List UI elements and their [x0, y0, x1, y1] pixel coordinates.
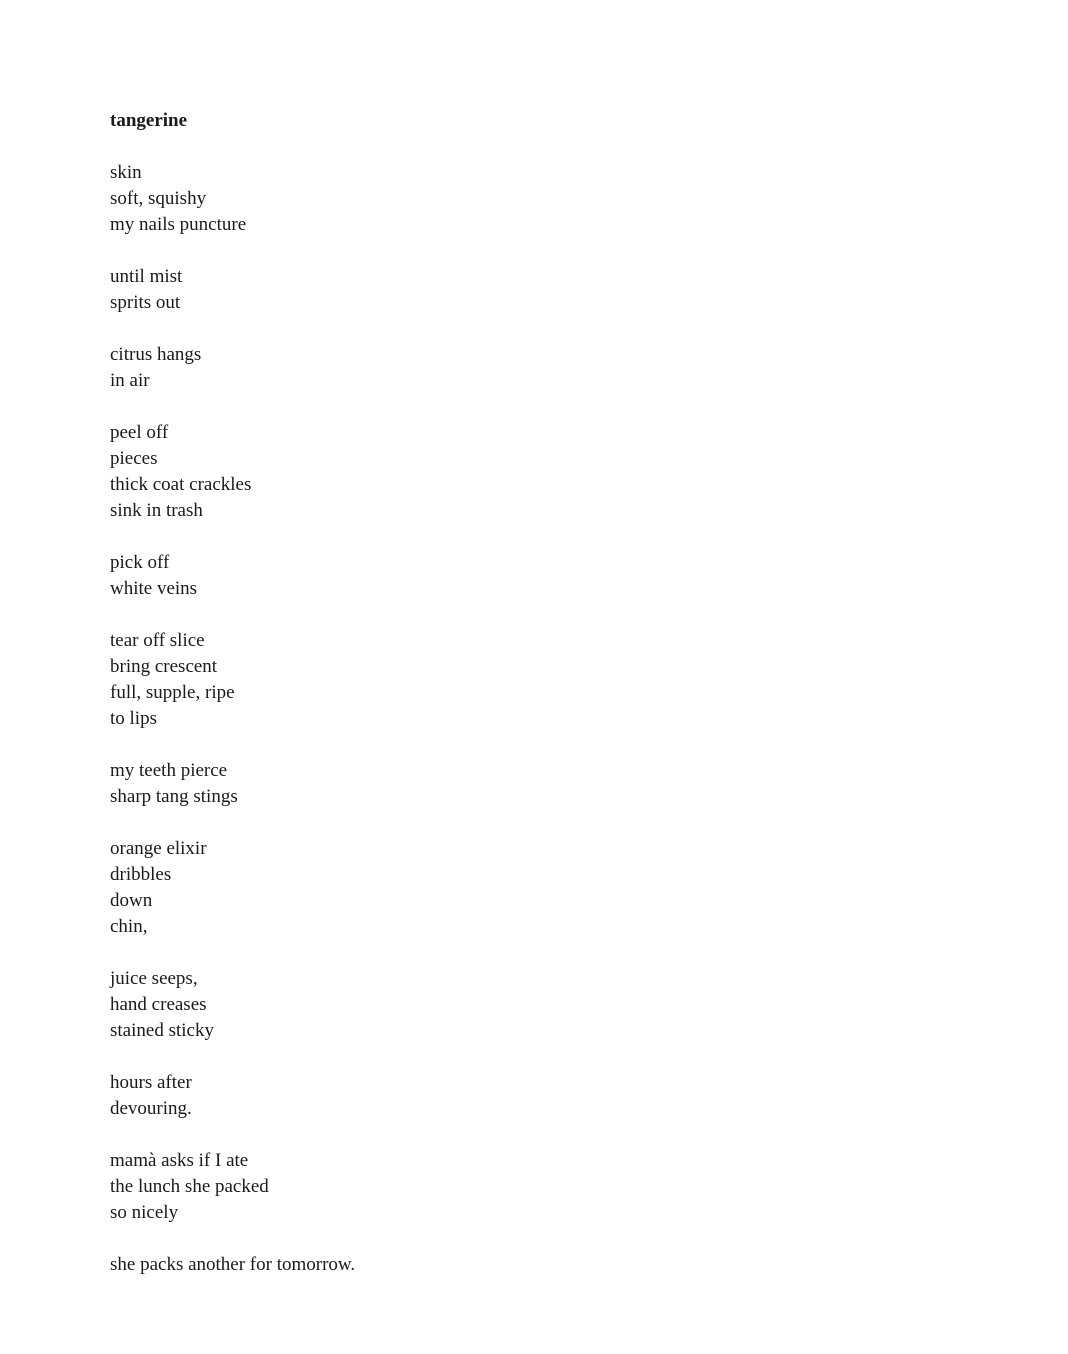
poem-line: stained sticky [110, 1020, 214, 1041]
poem-title: tangerine [110, 110, 188, 131]
poem-line: sink in trash [110, 500, 203, 521]
poem-line: down [110, 890, 153, 911]
poem-line: my nails puncture [110, 214, 247, 235]
poem-line: juice seeps, [110, 968, 198, 989]
poem-line: my teeth pierce [110, 760, 228, 781]
poem-line: until mist [110, 266, 183, 287]
poem-line: pick off [110, 552, 170, 573]
stanza [110, 550, 355, 602]
poem-line: skin [110, 162, 142, 183]
stanza [110, 758, 355, 810]
poem-line: hours after [110, 1072, 192, 1093]
poem-line: thick coat crackles [110, 474, 252, 495]
stanza [110, 160, 355, 238]
stanza [110, 836, 355, 940]
stanza [110, 628, 355, 732]
poem-line: pieces [110, 448, 158, 469]
poem-line: chin, [110, 916, 148, 937]
title-spacer [110, 134, 355, 160]
poem-line: hand creases [110, 994, 207, 1015]
poem-line: she packs another for tomorrow. [110, 1254, 356, 1275]
poem-line: to lips [110, 708, 157, 729]
poem-line: mamà asks if I ate [110, 1150, 249, 1171]
poem [110, 108, 355, 1278]
stanza [110, 1070, 355, 1122]
poem-line: in air [110, 370, 150, 391]
poem-line: bring crescent [110, 656, 218, 677]
stanza [110, 420, 355, 524]
poem-line: white veins [110, 578, 198, 599]
poem-line: the lunch she packed [110, 1176, 269, 1197]
poem-line: dribbles [110, 864, 172, 885]
stanza [110, 264, 355, 316]
poem-line: devouring. [110, 1098, 192, 1119]
poem-line: soft, squishy [110, 188, 207, 209]
poem-line: full, supple, ripe [110, 682, 235, 703]
poem-line: sprits out [110, 292, 181, 313]
poem-line: so nicely [110, 1202, 179, 1223]
poem-line: orange elixir [110, 838, 207, 859]
poem-line: peel off [110, 422, 169, 443]
poem-line: citrus hangs [110, 344, 202, 365]
poem-line: sharp tang stings [110, 786, 238, 807]
stanza [110, 1252, 355, 1278]
stanza [110, 1148, 355, 1226]
stanza [110, 966, 355, 1044]
poem-line: tear off slice [110, 630, 205, 651]
stanza [110, 342, 355, 394]
